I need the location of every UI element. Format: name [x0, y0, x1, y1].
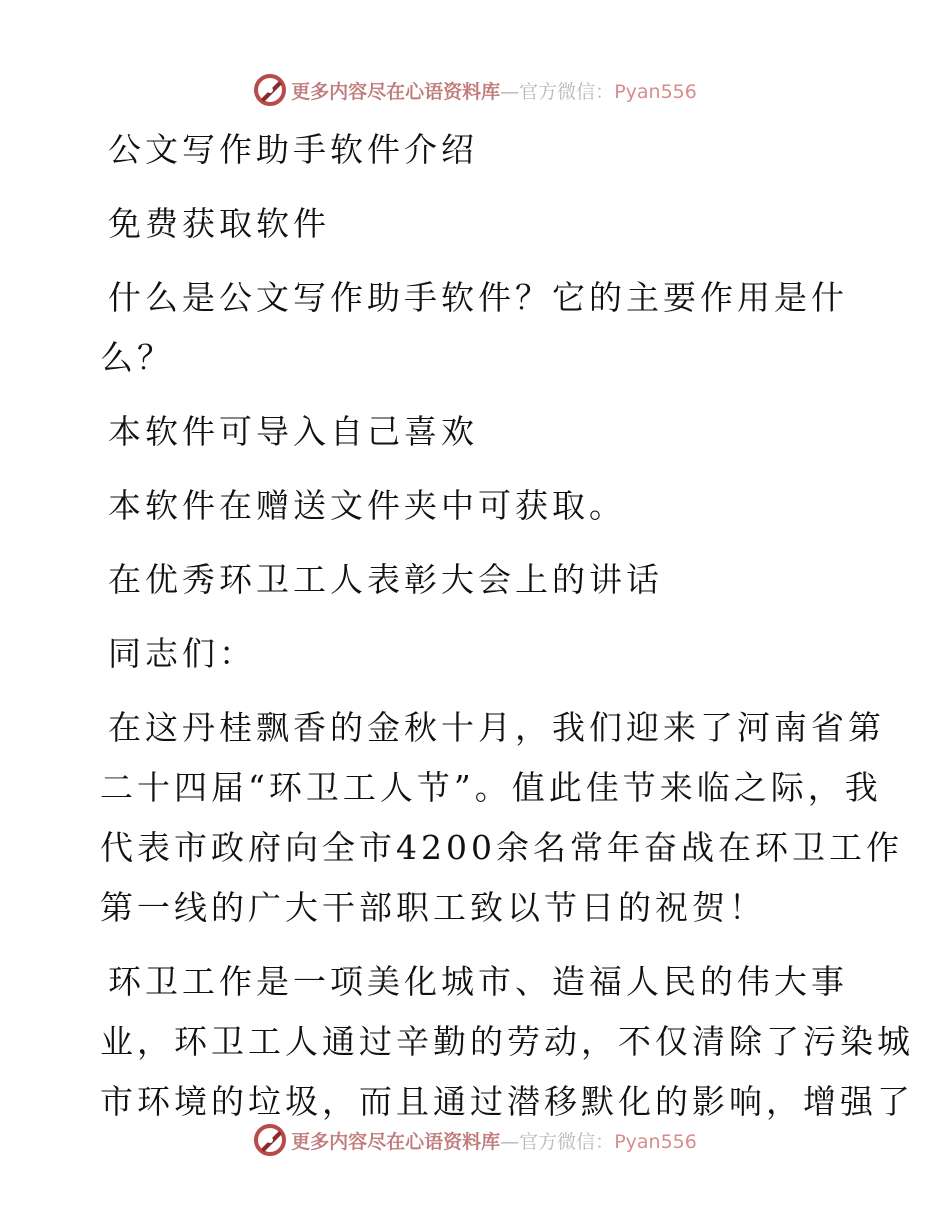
watermark-dash: — [500, 80, 520, 103]
paragraph [100, 268, 860, 388]
paragraph [100, 952, 914, 1132]
paragraph [100, 550, 860, 610]
text-line: 什么是公文写作助手软件？它的主要作用是什 [108, 278, 848, 317]
text-line: 第一线的广大干部职工致以节日的祝贺！ [100, 888, 766, 927]
text-line: 本软件可导入自己喜欢 [108, 412, 478, 451]
footer-watermark [0, 1120, 950, 1160]
watermark-text [291, 77, 697, 104]
speech-title-line: 在优秀环卫工人表彰大会上的讲话 [108, 560, 663, 599]
text-line: 市环境的垃圾，而且通过潜移默化的影响，增强了 [100, 1082, 914, 1121]
brand-logo-icon [253, 1123, 287, 1157]
text-line: 二十四届“环卫工人节”。值此佳节来临之际，我 [100, 768, 882, 807]
watermark-dash: — [500, 1130, 520, 1153]
text-line: 本软件在赠送文件夹中可获取。 [108, 486, 626, 525]
watermark-wechat-label: 官方微信： [519, 1130, 615, 1153]
paragraph [100, 624, 860, 684]
text-line: 么？ [100, 338, 174, 377]
text-line: 业，环卫工人通过辛勤的劳动，不仅清除了污染城 [100, 1022, 914, 1061]
paragraph [100, 120, 860, 180]
watermark-brand: 更多内容尽在心语资料库 [291, 80, 501, 103]
watermark-brand: 更多内容尽在心语资料库 [291, 1130, 501, 1153]
paragraph [100, 476, 860, 536]
header-watermark [0, 70, 950, 110]
brand-logo-icon [253, 73, 287, 107]
watermark-wechat-label: 官方微信： [519, 80, 615, 103]
paragraph [100, 194, 860, 254]
text-line: 在这丹桂飘香的金秋十月，我们迎来了河南省第 [108, 708, 885, 747]
salutation-line: 同志们： [108, 634, 256, 673]
paragraph [100, 698, 903, 938]
watermark-text [291, 1127, 697, 1154]
paragraph [100, 402, 860, 462]
text-line: 免费获取软件 [108, 204, 330, 243]
watermark-wechat-id: Pyan556 [614, 80, 697, 103]
watermark-wechat-id: Pyan556 [614, 1130, 697, 1153]
text-line: 环卫工作是一项美化城市、造福人民的伟大事 [108, 962, 848, 1001]
document-body [100, 120, 914, 1146]
document-title-line: 公文写作助手软件介绍 [108, 130, 478, 169]
text-line: 代表市政府向全市4200余名常年奋战在环卫工作 [100, 828, 903, 867]
